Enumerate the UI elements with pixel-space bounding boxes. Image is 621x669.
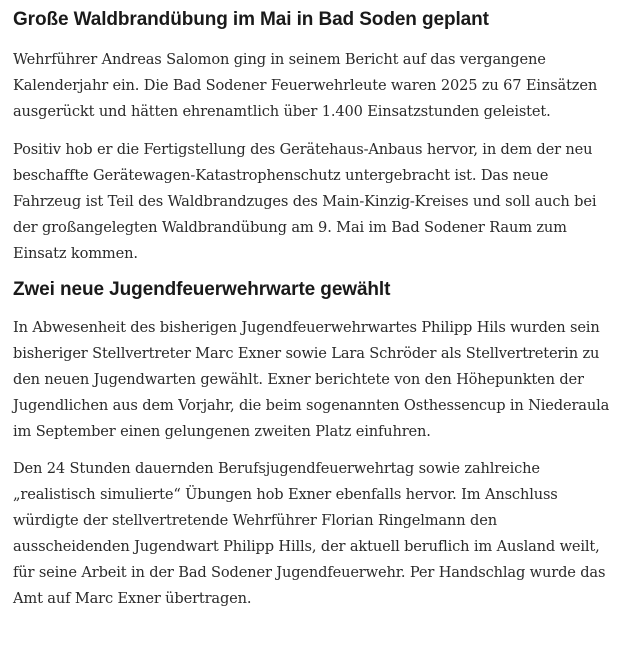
paragraph-jugendwarte-wahl: In Abwesenheit des bisherigen Jugendfeuerwehrwartes Philipp Hils wurden sein bisheriger Stellvertreter Marc Exner sowie Lara Schröder als Stellvertreterin zu den neuen Jugendwarten gewählt. Exner berichtete von den Höhepunkten der Jugendlichen aus dem Vorjahr, die beim sogenannten Osthessencup in Niederaula im September einen gelungenen zweiten Platz einfuhren. xyxy=(13,319,610,440)
section-heading-waldbranduebung: Große Waldbrandübung im Mai in Bad Soden geplant xyxy=(13,9,489,30)
article-body xyxy=(13,7,613,612)
paragraph-berufsjugendfeuerwehrtag: Den 24 Stunden dauernden Berufsjugendfeuerwehrtag sowie zahlreiche „realistisch simulierte“ Übungen hob Exner ebenfalls hervor. Im Anschluss würdigte der stellvertretende Wehrführer Florian Ringelmann den ausscheidenden Jugendwart Philipp Hills, der aktuell beruflich im Ausland weilt, für seine Arbeit in der Bad Sodener Jugendfeuerwehr. Per Handschlag wurde das Amt auf Marc Exner übertragen. xyxy=(13,460,606,607)
paragraph-geraetehaus-anbau: Positiv hob er die Fertigstellung des Gerätehaus-Anbaus hervor, in dem der neu beschaffte Gerätewagen-Katastrophenschutz untergebracht ist. Das neue Fahrzeug ist Teil des Waldbrandzuges des Main-Kinzig-Kreises und soll auch bei der großangelegten Waldbrandübung am 9. Mai im Bad Sodener Raum zum Einsatz kommen. xyxy=(13,141,597,262)
paragraph-jahresbericht: Wehrführer Andreas Salomon ging in seinem Bericht auf das vergangene Kalenderjahr ein. Die Bad Sodener Feuerwehrleute waren 2025 zu 67 Einsätzen ausgerückt und hätten ehrenamtlich über 1.400 Einsatzstunden geleistet. xyxy=(13,51,598,120)
section-heading-jugendfeuerwehrwarte: Zwei neue Jugendfeuerwehrwarte gewählt xyxy=(13,279,391,300)
